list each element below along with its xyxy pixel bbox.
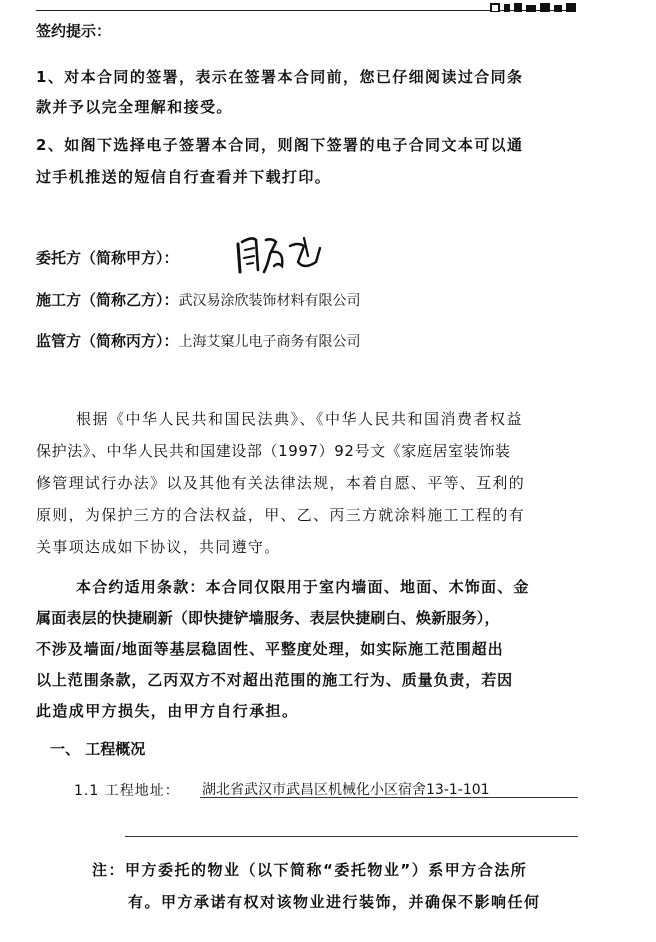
party-a-label: 委托方（简称甲方）：: [36, 249, 179, 267]
notice-title: 签约提示：: [36, 22, 112, 40]
notice-item2-line2: 过手机推送的短信自行查看并下载打印。: [36, 168, 332, 186]
scope-line: 以上范围条款，乙丙双方不对超出范围的施工行为、质量负责，若因: [36, 671, 514, 689]
note-line1: 注：甲方委托的物业（以下简称“委托物业”）系甲方合法所: [92, 861, 528, 879]
address-label: 1.1 工程地址：: [74, 783, 180, 799]
blank-line: [125, 836, 578, 837]
section-heading: 一、 工程概况: [50, 740, 146, 758]
preamble-line: 修管理试行办法》以及其他有关法律法规，本着自愿、平等、互利的: [36, 474, 526, 492]
party-b-label: 施工方（简称乙方）：: [36, 291, 179, 309]
preamble-line: 根据《中华人民共和国民法典》、《中华人民共和国消费者权益: [76, 410, 524, 428]
scope-line: 本合约适用条款：本合同仅限用于室内墙面、地面、木饰面、金: [76, 578, 530, 596]
preamble-line: 保护法》、中华人民共和国建设部（1997）92号文《家庭居室装饰装: [36, 442, 511, 460]
party-c-label: 监管方（简称丙方）：: [36, 332, 179, 350]
note-line2: 有。甲方承诺有权对该物业进行装饰，并确保不影响任何: [128, 893, 541, 911]
notice-item2-line1: 2、如阁下选择电子签署本合同，则阁下签署的电子合同文本可以通: [36, 136, 524, 154]
address-value: 湖北省武汉市武昌区机械化小区宿舍13-1-101: [202, 782, 490, 798]
party-c-value: 上海艾窠儿电子商务有限公司: [178, 334, 361, 350]
preamble-line: 原则，为保护三方的合法权益，甲、乙、丙三方就涂料施工工程的有: [36, 506, 526, 524]
preamble-line: 关事项达成如下协议，共同遵守。: [36, 538, 281, 556]
notice-item1-line2: 款并予以完全理解和接受。: [36, 98, 233, 116]
party-a-signature: [232, 232, 332, 282]
notice-item1-line1: 1、对本合同的签署，表示在签署本合同前，您已仔细阅读过合同条: [36, 68, 524, 86]
scope-line: 此造成甲方损失，由甲方自行承担。: [36, 702, 299, 720]
party-b-value: 武汉易涂欣装饰材料有限公司: [178, 293, 361, 309]
address-field: [200, 779, 578, 798]
scope-line: 不涉及墙面/地面等基层稳固性、平整度处理，如实际施工范围超出: [36, 640, 504, 658]
scope-line: 属面表层的快捷刷新（即快捷铲墙服务、表层快捷刷白、焕新服务），: [36, 609, 500, 627]
qr-stamp: [490, 0, 578, 12]
